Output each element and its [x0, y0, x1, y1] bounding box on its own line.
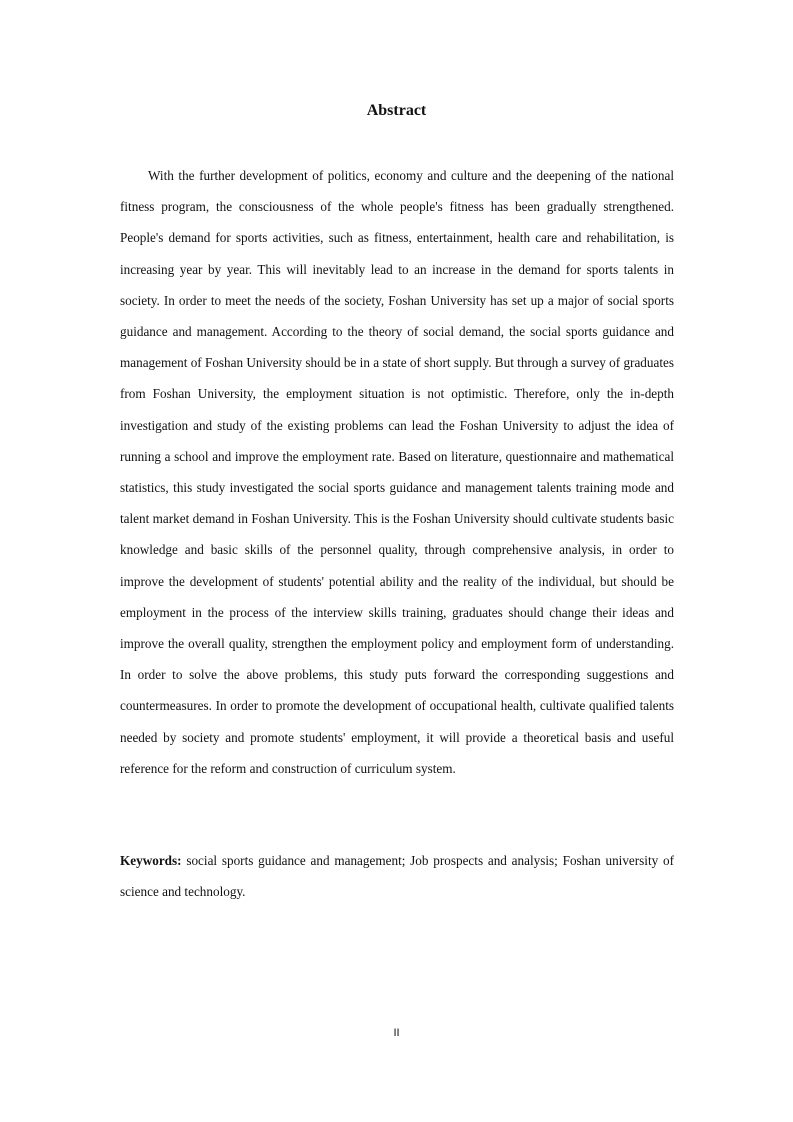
abstract-body: With the further development of politics, economy and culture and the deepening of the national fitness program, the consciousness of the whole people's fitness has been gradually strengthened. People's demand for sports activities, such as fitness, entertainment, health care and rehabilitation, is increasing year by year. This will inevitably lead to an increase in the demand for sports talents in society. In order to meet the needs of the society, Foshan University has set up a major of social sports guidance and management. According to the theory of social demand, the social sports guidance and management of Foshan University should be in a state of short supply. But through a survey of graduates from Foshan University, the employment situation is not optimistic. Therefore, only the in-depth investigation and study of the existing problems can lead the Foshan University to adjust the idea of running a school and improve the employment rate. Based on literature, questionnaire and mathematical statistics, this study investigated the social sports guidance and management talents training mode and talent market demand in Foshan University. This is the Foshan University should cultivate students basic knowledge and basic skills of the personnel quality, through comprehensive analysis, in order to improve the development of students' potential ability and the reality of the individual, but should be employment in the process of the interview skills training, graduates should change their ideas and improve the overall quality, strengthen the employment policy and employment form of understanding. In order to solve the above problems, this study puts forward the corresponding suggestions and countermeasures. In order to promote the development of occupational health, cultivate qualified talents needed by society and promote students' employment, it will provide a theoretical basis and useful reference for the reform and construction of curriculum system. — [120, 168, 674, 776]
abstract-title: Abstract — [366, 102, 427, 119]
page-number: II — [393, 1027, 400, 1039]
keywords-text: social sports guidance and management; Job prospects and analysis; Foshan university of science and technology. — [120, 853, 674, 900]
keywords-label: Keywords: — [120, 853, 182, 868]
keywords-paragraph — [120, 845, 674, 907]
